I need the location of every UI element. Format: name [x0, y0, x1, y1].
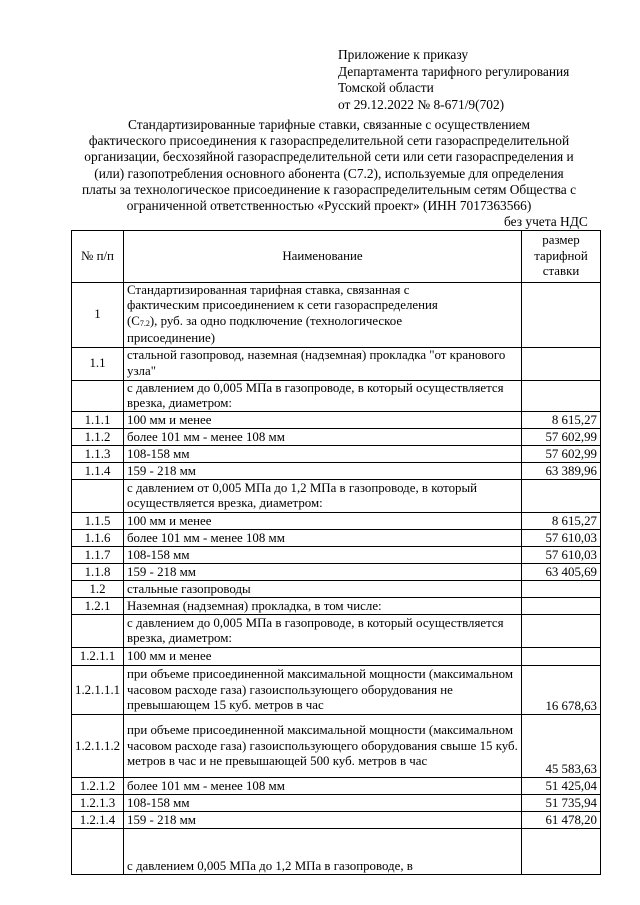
row-num: 1.2.1.3 [72, 795, 124, 812]
table-row [72, 547, 601, 564]
row-name-fragment: ), руб. за одно подключение (технологическое [149, 313, 403, 328]
title-line: Стандартизированные тарифные ставки, связанные с осуществлением [127, 117, 531, 132]
row-value: 45 583,63 [522, 715, 601, 778]
row-value: 8 615,27 [522, 513, 601, 530]
row-name-line [127, 314, 518, 331]
row-value: 57 610,03 [522, 530, 601, 547]
table-row [72, 412, 601, 429]
row-value: 57 602,99 [522, 429, 601, 446]
title-line: организации, бесхозяйной газораспределительной сети или сети газораспределения и [84, 149, 574, 165]
row-num: 1 [72, 283, 124, 348]
table-row [72, 829, 601, 875]
row-value [522, 598, 601, 615]
row-name: 100 мм и менее [124, 513, 522, 530]
table-row [72, 715, 601, 778]
header-num: № п/п [72, 231, 124, 283]
table-row [72, 598, 601, 615]
row-value: 51 735,94 [522, 795, 601, 812]
header-rate-line: тарифной [534, 248, 588, 263]
row-value [522, 380, 601, 412]
table-row [72, 283, 601, 348]
row-name: при объеме присоединенной максимальной мощности (максимальном часовом расходе газа) газоиспользующего оборудования свыше 15 куб. метров в час и не превышающей 500 куб. метров в час [124, 715, 522, 778]
row-num: 1.1.1 [72, 412, 124, 429]
table-row [72, 778, 601, 795]
table-row [72, 446, 601, 463]
table-row [72, 812, 601, 829]
title-line: платы за технологическое присоединение к газораспределительным сетям Общества с [81, 181, 577, 197]
row-num: 1.1.7 [72, 547, 124, 564]
row-value [522, 347, 601, 380]
table-row [72, 513, 601, 530]
row-value: 63 405,69 [522, 564, 601, 581]
row-name: стальной газопровод, наземная (надземная) прокладка "от кранового узла" [124, 347, 522, 380]
row-value: 57 610,03 [522, 547, 601, 564]
row-value [522, 480, 601, 513]
tariff-table [71, 230, 601, 875]
row-name-line: фактическим присоединением к сети газораспределения [127, 298, 438, 313]
row-num [72, 829, 124, 875]
title-line: (или) газопотребления основного абонента (С7.2), используемые для определения [94, 165, 564, 181]
row-num: 1.2.1.1.2 [72, 715, 124, 778]
row-name: при объеме присоединенной максимальной мощности (максимальном часовом расходе газа) газоиспользующего оборудования не превышающем 15 куб. метров в час [124, 666, 522, 715]
row-name: с давлением до 0,005 МПа в газопроводе, в который осуществляется врезка, диаметром: [124, 380, 522, 412]
row-num: 1.2.1.1.1 [72, 666, 124, 715]
row-value [522, 581, 601, 598]
table-row [72, 480, 601, 513]
row-name-subscript: 7.2 [139, 318, 150, 328]
row-value: 16 678,63 [522, 666, 601, 715]
row-name: 159 - 218 мм [124, 812, 522, 829]
row-name: более 101 мм - менее 108 мм [124, 778, 522, 795]
appendix-line: Томской области [338, 80, 434, 95]
row-value: 63 389,96 [522, 463, 601, 480]
table-row [72, 429, 601, 446]
row-name: с давлением до 0,005 МПа в газопроводе, в который осуществляется врезка, диаметром: [124, 615, 522, 648]
header-name: Наименование [124, 231, 522, 283]
row-num: 1.1.2 [72, 429, 124, 446]
row-num: 1.1.4 [72, 463, 124, 480]
row-name: с давлением от 0,005 МПа до 1,2 МПа в газопроводе, в который осуществляется врезка, диаметром: [124, 480, 522, 513]
row-value [522, 648, 601, 666]
row-value: 61 478,20 [522, 812, 601, 829]
row-num: 1.2.1.4 [72, 812, 124, 829]
row-value: 8 615,27 [522, 412, 601, 429]
row-num: 1.1 [72, 347, 124, 380]
table-row [72, 380, 601, 412]
row-name: 108-158 мм [124, 547, 522, 564]
row-name: стальные газопроводы [124, 581, 522, 598]
row-num [72, 615, 124, 648]
row-name: 108-158 мм [124, 446, 522, 463]
appendix-header [338, 47, 628, 113]
table-row [72, 347, 601, 380]
row-name: с давлением 0,005 МПа до 1,2 МПа в газопроводе, в [124, 829, 522, 875]
title-line: ограниченной ответственностью «Русский проект» (ИНН 7017363566) [126, 198, 532, 214]
row-num [72, 480, 124, 513]
header-rate-line: ставки [542, 264, 580, 279]
row-value [522, 829, 601, 875]
table-header-row [72, 231, 601, 283]
row-name: 100 мм и менее [124, 412, 522, 429]
vat-note: без учета НДС [504, 214, 588, 229]
row-num: 1.1.8 [72, 564, 124, 581]
appendix-line: Приложение к приказу [338, 47, 469, 62]
row-value [522, 615, 601, 648]
row-name: Наземная (надземная) прокладка, в том числе: [124, 598, 522, 615]
row-name: более 101 мм - менее 108 мм [124, 429, 522, 446]
row-value [522, 283, 601, 348]
table-row [72, 530, 601, 547]
row-num: 1.1.6 [72, 530, 124, 547]
row-num: 1.1.5 [72, 513, 124, 530]
row-value: 57 602,99 [522, 446, 601, 463]
row-num: 1.2 [72, 581, 124, 598]
row-name: 100 мм и менее [124, 648, 522, 666]
table-row [72, 666, 601, 715]
row-name-line: Стандартизированная тарифная ставка, связанная с [127, 283, 410, 297]
appendix-order-number: от 29.12.2022 № 8-671/9(702) [338, 96, 505, 112]
table-row [72, 648, 601, 666]
row-name: 159 - 218 мм [124, 463, 522, 480]
header-rate-line: размер [542, 233, 580, 248]
row-num [72, 380, 124, 412]
row-name: более 101 мм - менее 108 мм [124, 530, 522, 547]
row-num: 1.2.1 [72, 598, 124, 615]
row-num: 1.1.3 [72, 446, 124, 463]
row-num: 1.2.1.2 [72, 778, 124, 795]
appendix-line: Департамента тарифного регулирования [338, 63, 570, 79]
row-name: 108-158 мм [124, 795, 522, 812]
table-row [72, 615, 601, 648]
row-name [124, 283, 522, 348]
row-name-fragment: (С [127, 313, 140, 328]
row-name: 159 - 218 мм [124, 564, 522, 581]
table-row [72, 463, 601, 480]
table-row [72, 795, 601, 812]
row-value: 51 425,04 [522, 778, 601, 795]
table-row [72, 564, 601, 581]
row-name-line: присоединение) [127, 331, 216, 346]
title-line: фактического присоединения к газораспределительной сети газораспределительной [88, 133, 570, 149]
table-row [72, 581, 601, 598]
document-title [66, 117, 592, 214]
header-rate [522, 231, 601, 283]
row-num: 1.2.1.1 [72, 648, 124, 666]
